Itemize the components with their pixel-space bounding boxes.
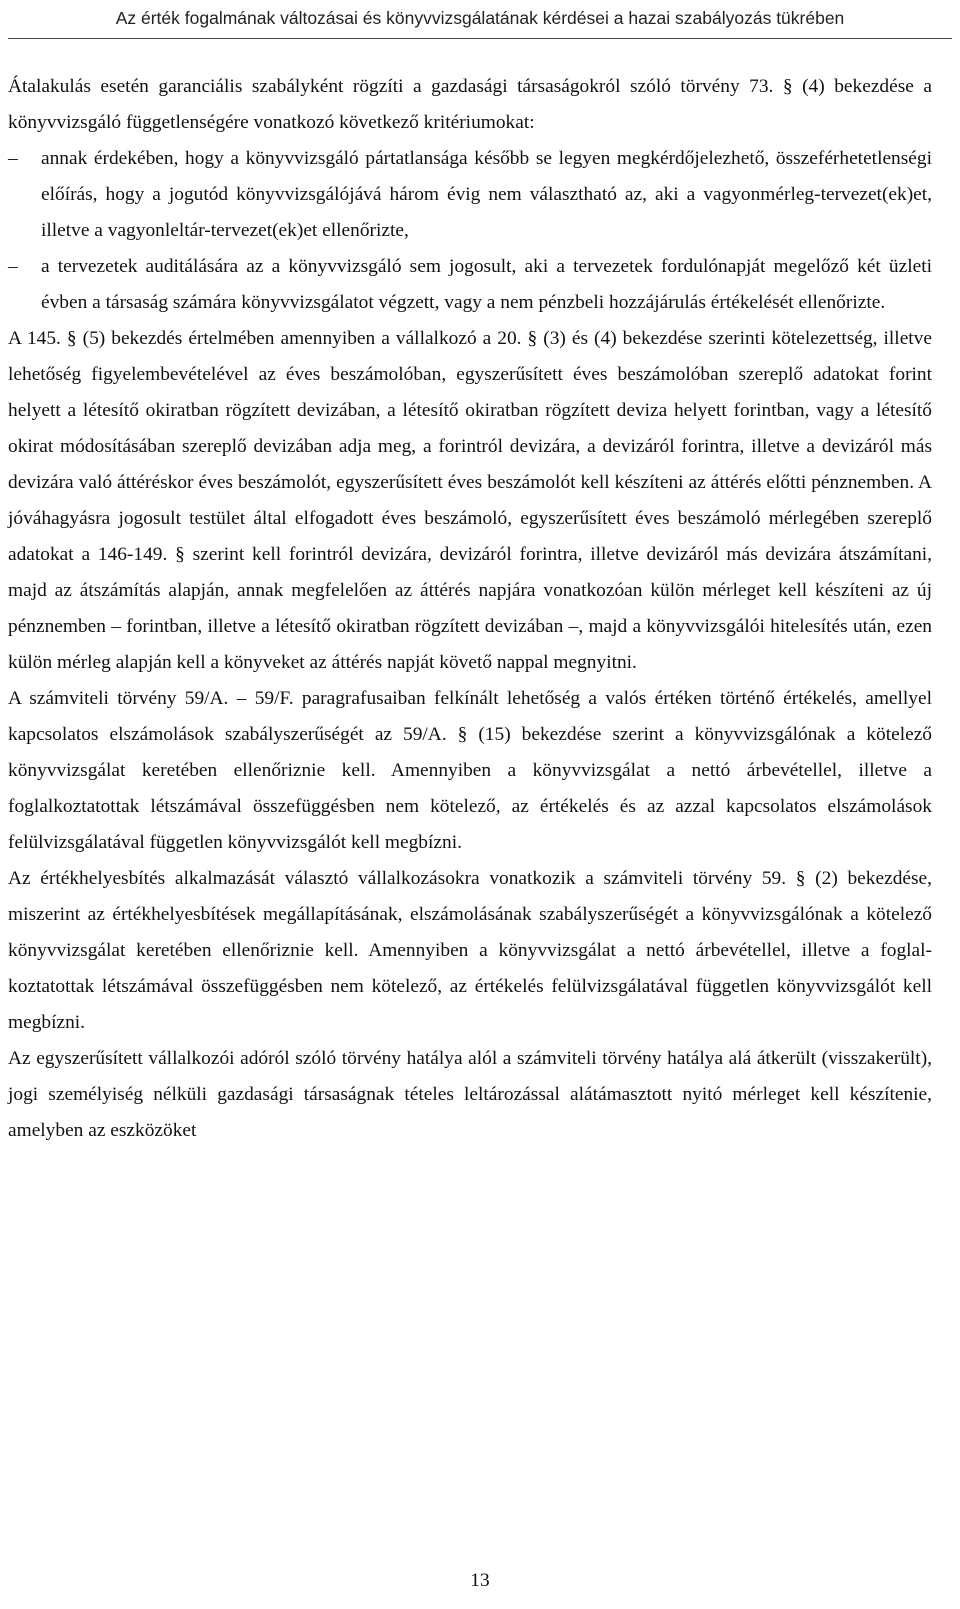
body-paragraph: A számviteli törvény 59/A. – 59/F. paragrafusaiban felkínált lehetőség a valós értéken történő értékelés, amellyel kapcsolatos elszámolások szabályszerűségét az 59/A. § (15) bekezdése szerint a könyvvizsgálónak a kötelező könyvvizsgálat keretében ellenőriznie kell. Amennyiben a könyvvizsgálat a nettó árbevétellel, illetve a foglalkoztatottak létszámával összefüggésben nem kötelező, az értékelés és az azzal kapcsolatos elszámolások felülvizsgálatával független könyvvizsgálót kell megbízni. <box>8 688 932 853</box>
body-paragraph: Az egyszerűsített vállalkozói adóról szóló törvény hatálya alól a számviteli törvény hatálya alá átkerült (visszakerült), jogi személyiség nélküli gazdasági társaságnak tételes leltározással alátámasztott nyitó mérleget kell készítenie, amelyben az eszközöket <box>8 1048 932 1141</box>
bullet-dash: – <box>8 256 18 277</box>
running-header: Az érték fogalmának változásai és könyvvizsgálatának kérdései a hazai szabályozás tükrében <box>115 8 845 28</box>
bullet-dash: – <box>8 148 18 169</box>
document-body <box>8 69 932 1149</box>
bullet-text: a tervezetek auditálására az a könyvvizsgáló sem jogosult, aki a tervezetek fordulónapját megelőző két üzleti évben a társaság számára könyvvizsgálatot végzett, vagy a nem pénzbeli hozzájárulás értékelését ellenőrizte. <box>41 256 932 313</box>
body-paragraph: A 145. § (5) bekezdés értelmében amennyiben a vállalkozó a 20. § (3) és (4) bekezdése szerinti kötelezettség, illetve lehetőség figyelembevételével az éves beszámolóban, egyszerűsített éves beszámolóban szereplő adatokat forint helyett a létesítő okiratban rögzített devizában, a létesítő okiratban rögzített deviza helyett forintban, vagy a létesítő okirat módosításában szereplő devizában adja meg, a forintról devizára, a devizáról forintra, illetve a devizáról más devizára való áttéréskor éves beszámolót, egyszerűsített éves beszámolót kell készíteni az áttérés előtti pénznemben. A jóváhagyásra jogosult testület által elfogadott éves beszámoló, egyszerűsített éves beszámoló mérlegében szereplő adatokat a 146-149. § szerint kell forintról devizára, devizáról forintra, illetve devizáról más devizára átszámítani, majd az átszámítás alapján, annak megfelelően az áttérés napjára vonatkozóan külön mérleget kell készíteni az új pénznemben – forintban, illetve a létesítő okiratban rögzített devizában –, majd a könyvvizsgálói hitelesítés után, ezen külön mérleg alapján kell a könyveket az áttérés napját követő nappal megnyitni. <box>8 328 932 673</box>
bullet-item <box>8 249 932 321</box>
intro-paragraph: Átalakulás esetén garanciális szabályként rögzíti a gazdasági társaságokról szóló törvény 73. § (4) bekezdése a könyvvizsgáló függetlenségére vonatkozó következő kritériumokat: <box>8 76 932 133</box>
body-paragraph: Az értékhelyesbítés alkalmazását választó vállalkozásokra vonatkozik a számviteli törvény 59. § (2) bekezdése, miszerint az értékhelyesbítések megállapításának, elszámolásának szabályszerűségét a könyvvizsgálónak a kötelező könyvvizsgálat keretében ellenőriznie kell. Amennyiben a könyvvizsgálat a nettó árbevétellel, illetve a foglalkoztatottak létszámával összefüggésben nem kötelező, az értékelés felülvizsgálatával független könyvvizsgálót kell megbízni. <box>8 868 932 1033</box>
bullet-text: annak érdekében, hogy a könyvvizsgáló pártatlansága később se legyen megkérdőjelezhető, összeférhetetlenségi előírás, hogy a jogutód könyvvizsgálójává három évig nem választható az, aki a vagyonmérleg-tervezet(ek)et, illetve a vagyonleltár-tervezet(ek)et ellenőrizte, <box>41 148 932 241</box>
bullet-item <box>8 141 932 249</box>
header-divider <box>8 38 952 39</box>
page-number: 13 <box>470 1570 490 1591</box>
